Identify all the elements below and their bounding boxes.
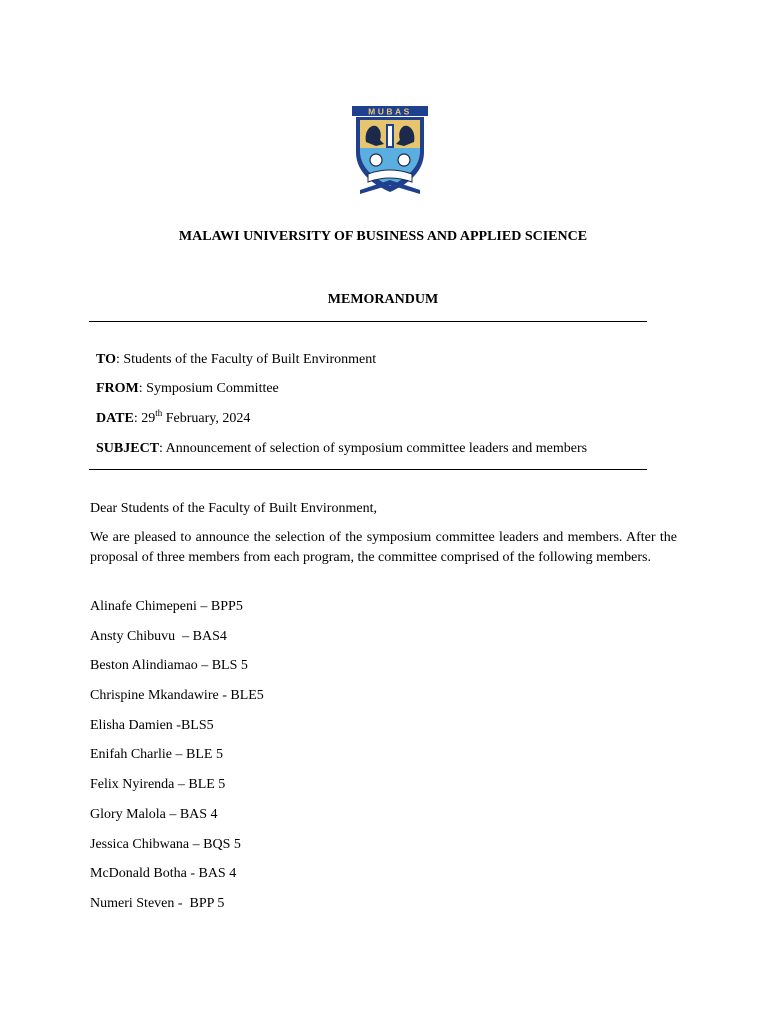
member-list: [90, 597, 264, 924]
date-rest: February, 2024: [162, 411, 251, 426]
date-label: DATE: [96, 411, 134, 426]
subject-value: : Announcement of selection of symposium committee leaders and members: [159, 441, 588, 456]
member-item: McDonald Botha - BAS 4: [90, 866, 237, 882]
date-day: : 29: [133, 411, 156, 426]
university-name: MALAWI UNIVERSITY OF BUSINESS AND APPLIED SCIENCE: [178, 229, 588, 244]
subject-field: [96, 441, 587, 457]
to-label: TO: [96, 352, 116, 367]
to-value: : Students of the Faculty of Built Environment: [115, 352, 377, 367]
member-item: Jessica Chibwana – BQS 5: [90, 836, 241, 852]
subject-label: SUBJECT: [96, 441, 160, 456]
from-value: : Symposium Committee: [138, 381, 279, 396]
member-item: Glory Malola – BAS 4: [90, 806, 218, 822]
logo-text: MUBAS: [368, 106, 412, 117]
greeting: Dear Students of the Faculty of Built Environment,: [90, 501, 377, 516]
member-item: Ansty Chibuvu – BAS4: [90, 628, 227, 644]
intro-paragraph: We are pleased to announce the selection of the symposium committee leaders and members. After the proposal of three members from each program, the committee comprised of the following members.: [90, 530, 677, 565]
header-divider-bottom: [89, 469, 647, 470]
from-field: [96, 381, 279, 397]
to-field: [96, 352, 376, 368]
from-label: FROM: [96, 381, 139, 396]
member-item: Numeri Steven - BPP 5: [90, 895, 225, 911]
member-item: Alinafe Chimepeni – BPP5: [90, 599, 243, 614]
member-item: Elisha Damien -BLS5: [90, 717, 214, 733]
header-divider-top: [89, 321, 647, 322]
mubas-crest-logo: [350, 104, 430, 200]
member-item: Felix Nyirenda – BLE 5: [90, 777, 226, 793]
member-item: Beston Alindiamao – BLS 5: [90, 658, 248, 674]
member-item: Chrispine Mkandawire - BLE5: [90, 688, 264, 704]
member-item: Enifah Charlie – BLE 5: [90, 747, 223, 763]
memo-title: MEMORANDUM: [327, 292, 439, 307]
date-field: [96, 408, 251, 427]
date-suffix: th: [155, 408, 163, 418]
